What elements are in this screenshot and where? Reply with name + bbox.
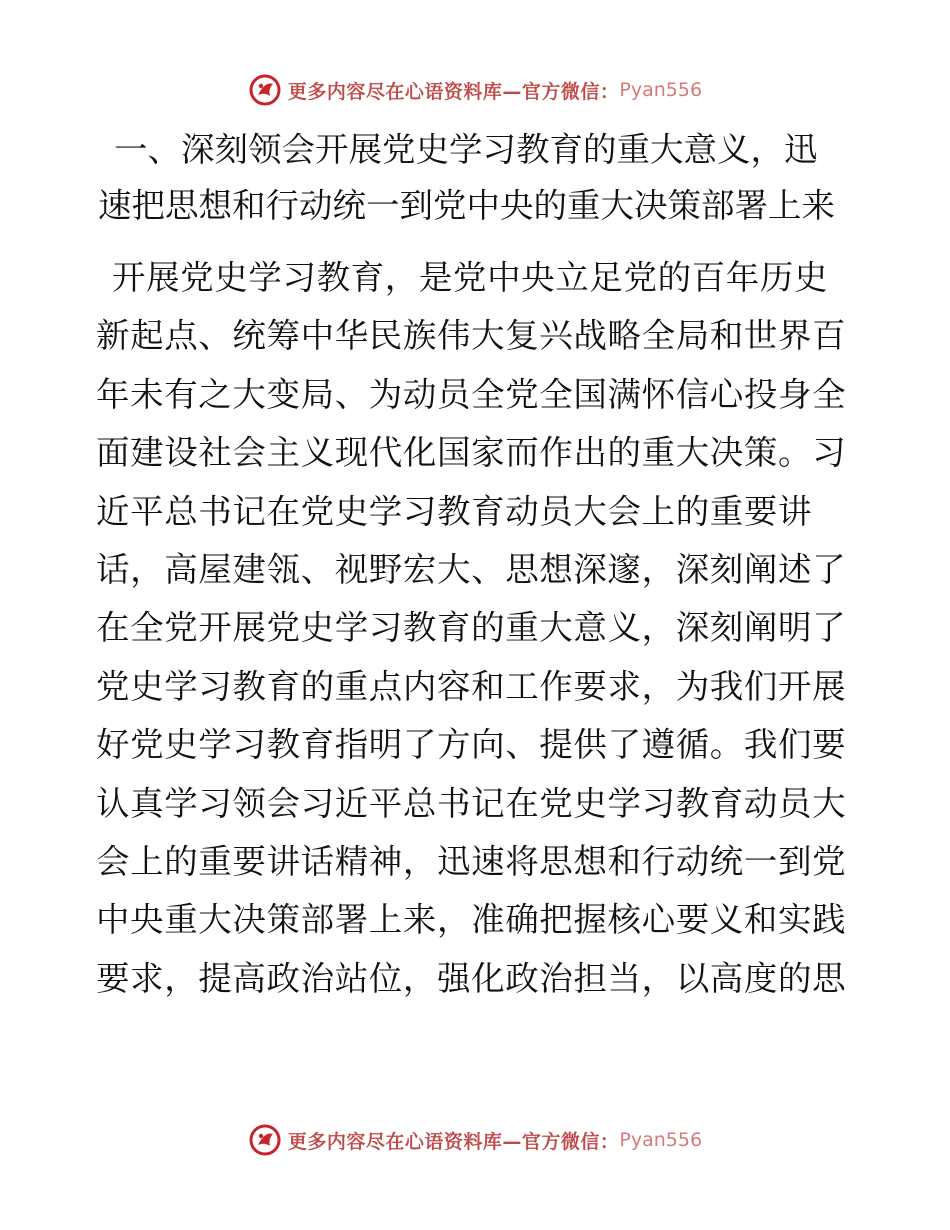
paragraph-line: 好党史学习教育指明了方向、提供了遵循。我们要: [96, 725, 847, 765]
paragraph-line: 面建设社会主义现代化国家而作出的重大决策。习: [96, 433, 847, 473]
banner-wechat-id: Pyan556: [619, 1129, 703, 1151]
paragraph-line: 新起点、统筹中华民族伟大复兴战略全局和世界百: [96, 316, 847, 356]
paragraph-line: 年未有之大变局、为动员全党全国满怀信心投身全: [96, 374, 847, 414]
logo-icon: [248, 73, 282, 107]
paragraph-line: 会上的重要讲话精神，迅速将思想和行动统一到党: [96, 842, 847, 882]
paragraph-line: 中央重大决策部署上来，准确把握核心要义和实践: [96, 900, 847, 940]
banner-text: 更多内容尽在心语资料库—官方微信：: [287, 80, 620, 103]
paragraph-line: 在全党开展党史学习教育的重大意义，深刻阐明了: [96, 608, 847, 648]
body-paragraph: [96, 249, 856, 1008]
paragraph-line: 近平总书记在党史学习教育动员大会上的重要讲: [96, 491, 813, 531]
section-heading: [98, 122, 866, 234]
banner-text: 更多内容尽在心语资料库—官方微信：: [287, 1130, 620, 1153]
heading-line-2: 速把思想和行动统一到党中央的重大决策部署上来: [98, 186, 835, 225]
banner-wechat-id: Pyan556: [619, 79, 703, 101]
footer-watermark-banner: [0, 1120, 950, 1160]
paragraph-line: 话，高屋建瓴、视野宏大、思想深邃，深刻阐述了: [96, 550, 847, 590]
paragraph-line: 认真学习领会习近平总书记在党史学习教育动员大: [96, 783, 847, 823]
paragraph-line: 党史学习教育的重点内容和工作要求，为我们开展: [96, 666, 847, 706]
header-watermark-banner: [0, 70, 950, 110]
paragraph-line: 要求，提高政治站位，强化政治担当，以高度的思: [96, 958, 847, 998]
heading-line-1: 一、深刻领会开展党史学习教育的重大意义，迅: [114, 130, 818, 169]
logo-icon: [248, 1123, 282, 1157]
paragraph-line: 开展党史学习教育，是党中央立足党的百年历史: [112, 258, 829, 297]
